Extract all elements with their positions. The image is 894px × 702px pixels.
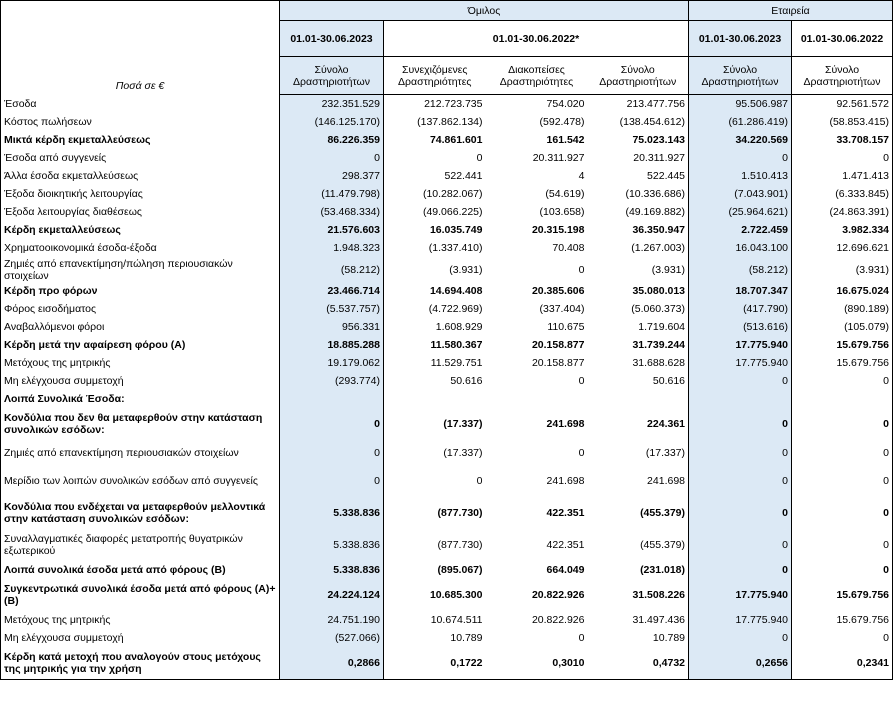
table-row [1, 529, 893, 561]
value-cell: 522.441 [444, 170, 483, 182]
value-cell: 224.361 [588, 408, 689, 440]
table-row [1, 203, 893, 221]
value-cell: 10.685.300 [429, 589, 483, 601]
value-cell: 31.497.436 [588, 611, 689, 629]
table-row [1, 300, 893, 318]
row-label: Φόρος εισοδήματος [1, 300, 280, 318]
value-cell: 20.311.927 [532, 152, 585, 164]
value-cell: 0 [578, 632, 585, 644]
value-cell: 2.722.459 [689, 221, 792, 239]
value-cell: 1.719.604 [588, 318, 689, 336]
row-label: Μη ελέγχουσα συμμετοχή [1, 372, 280, 390]
value-cell: 241.698 [546, 418, 585, 430]
row-label: Έσοδα από συγγενείς [1, 149, 280, 167]
value-cell: 1.608.929 [435, 321, 483, 333]
value-cell: 0 [792, 408, 893, 440]
value-cell: 20.158.877 [531, 357, 585, 369]
amounts-label: Ποσά σε € [115, 79, 165, 92]
value-cell: (527.066) [280, 629, 384, 647]
value-cell: (17.337) [588, 440, 689, 465]
table-row [1, 390, 893, 408]
col-company-2022: Σύνολο Δραστηριοτήτων [792, 57, 893, 95]
value-cell: 0,2656 [689, 647, 792, 680]
value-cell: 0 [280, 408, 384, 440]
value-cell: 21.576.603 [280, 221, 384, 239]
value-cell: (455.379) [588, 529, 689, 561]
row-label: Έξοδα διοικητικής λειτουργίας [1, 185, 280, 203]
value-cell: 92.561.572 [792, 95, 893, 114]
value-cell: 17.775.940 [689, 579, 792, 611]
value-cell: 422.351 [546, 539, 585, 551]
table-row [1, 318, 893, 336]
value-cell [486, 390, 588, 408]
value-cell: (1.267.003) [588, 239, 689, 257]
value-cell: (103.658) [539, 206, 585, 218]
value-cell: (5.537.757) [280, 300, 384, 318]
value-cell: 0 [689, 529, 792, 561]
value-cell: (417.790) [689, 300, 792, 318]
value-cell: (17.337) [443, 418, 483, 430]
value-cell: 0 [578, 446, 585, 459]
value-cell: 15.679.756 [792, 354, 893, 372]
value-cell: 15.679.756 [792, 579, 893, 611]
value-cell: (58.212) [689, 257, 792, 282]
value-cell: (53.468.334) [280, 203, 384, 221]
value-cell: 212.723.735 [424, 98, 483, 110]
value-cell: 0 [476, 152, 483, 164]
value-cell: 0 [792, 529, 893, 561]
value-cell: 17.775.940 [689, 354, 792, 372]
value-cell: 0 [280, 440, 384, 465]
value-cell: 0 [792, 372, 893, 390]
value-cell: (455.379) [588, 497, 689, 529]
value-cell: 1.510.413 [689, 167, 792, 185]
value-cell: (58.853.415) [792, 113, 893, 131]
value-cell: 15.679.756 [792, 611, 893, 629]
value-cell: (231.018) [588, 561, 689, 579]
value-cell: 0 [689, 629, 792, 647]
value-cell: (5.060.373) [588, 300, 689, 318]
value-cell: 16.043.100 [689, 239, 792, 257]
group-header: Όμιλος [280, 1, 689, 21]
value-cell: 17.775.940 [689, 336, 792, 354]
value-cell: 241.698 [588, 465, 689, 497]
value-cell: (890.189) [792, 300, 893, 318]
value-cell: 161.542 [546, 134, 585, 146]
table-row [1, 354, 893, 372]
value-cell: 0 [792, 465, 893, 497]
value-cell: 10.789 [588, 629, 689, 647]
value-cell: 241.698 [546, 475, 585, 487]
value-cell: 34.220.569 [689, 131, 792, 149]
col-discontinued-2022: Διακοπείσες Δραστηριότητες [486, 57, 588, 95]
value-cell: (877.730) [437, 507, 483, 519]
col-company-2023: Σύνολο Δραστηριοτήτων [689, 57, 792, 95]
value-cell: (54.619) [545, 188, 585, 200]
value-cell: 24.224.124 [280, 579, 384, 611]
value-cell: 33.708.157 [792, 131, 893, 149]
row-label: Μικτά κέρδη εκμεταλλεύσεως [1, 131, 280, 149]
value-cell: 74.861.601 [429, 134, 483, 146]
value-cell: (337.404) [539, 303, 585, 315]
table-row [1, 131, 893, 149]
row-label: Αναβαλλόμενοι φόροι [1, 318, 280, 336]
value-cell: 754.020 [546, 98, 585, 110]
table-row [1, 95, 893, 114]
value-cell: 0,2866 [280, 647, 384, 680]
value-cell: (11.479.798) [280, 185, 384, 203]
value-cell: 75.023.143 [588, 131, 689, 149]
row-label: Συναλλαγματικές διαφορές μετατροπής θυγατρικών εξωτερικού [1, 529, 280, 561]
table-row [1, 113, 893, 131]
value-cell: 956.331 [280, 318, 384, 336]
value-cell: 12.696.621 [792, 239, 893, 257]
value-cell: (137.862.134) [417, 116, 483, 128]
value-cell: 31.688.628 [588, 354, 689, 372]
value-cell [588, 390, 689, 408]
value-cell: 0,1722 [384, 647, 486, 680]
value-cell: (513.616) [689, 318, 792, 336]
value-cell: 10.789 [450, 632, 483, 644]
value-cell: 213.477.756 [588, 95, 689, 114]
table-row [1, 372, 893, 390]
value-cell: 0 [792, 561, 893, 579]
value-cell: 0,3010 [486, 647, 588, 680]
value-cell: (3.931) [792, 257, 893, 282]
row-label: Ζημιές από επανεκτίμηση/πώληση περιουσιακών στοιχείων [1, 257, 280, 282]
value-cell: 0 [689, 561, 792, 579]
row-label: Ζημιές από επανεκτίμηση περιουσιακών στοιχείων [1, 440, 280, 465]
period-2023-group: 01.01-30.06.2023 [280, 21, 384, 57]
value-cell: (49.066.225) [422, 206, 483, 218]
value-cell: (17.337) [443, 446, 483, 459]
value-cell: 86.226.359 [280, 131, 384, 149]
value-cell: 20.158.877 [531, 339, 585, 351]
row-label: Κόστος πωλήσεων [1, 113, 280, 131]
value-cell: 110.675 [547, 321, 585, 333]
value-cell: 232.351.529 [280, 95, 384, 114]
table-row [1, 257, 893, 282]
value-cell: 20.822.926 [531, 589, 585, 601]
table-row [1, 629, 893, 647]
value-cell: (1.337.410) [428, 242, 483, 254]
value-cell: 0 [689, 440, 792, 465]
value-cell: 31.739.244 [588, 336, 689, 354]
value-cell: 0 [689, 465, 792, 497]
value-cell: 16.035.749 [429, 224, 483, 236]
value-cell: 0 [689, 149, 792, 167]
value-cell: 0 [689, 408, 792, 440]
value-cell: 0 [792, 149, 893, 167]
table-row [1, 561, 893, 579]
value-cell [384, 390, 486, 408]
value-cell: 0 [280, 465, 384, 497]
period-2022-company: 01.01-30.06.2022 [792, 21, 893, 57]
value-cell: (6.333.845) [792, 185, 893, 203]
value-cell: 1.471.413 [792, 167, 893, 185]
table-row [1, 167, 893, 185]
row-label: Κέρδη προ φόρων [1, 282, 280, 300]
value-cell: (138.454.612) [588, 113, 689, 131]
value-cell: 1.948.323 [280, 239, 384, 257]
value-cell: 5.338.836 [280, 561, 384, 579]
value-cell: 20.385.606 [531, 285, 585, 297]
row-label: Κέρδη μετά την αφαίρεση φόρου (Α) [1, 336, 280, 354]
value-cell: 0,2341 [792, 647, 893, 680]
table-row [1, 611, 893, 629]
value-cell: 0 [578, 263, 585, 276]
table-row [1, 239, 893, 257]
row-label: Κέρδη κατά μετοχή που αναλογούν στους μετόχους της μητρικής για την χρήση [1, 647, 280, 680]
value-cell: 17.775.940 [689, 611, 792, 629]
value-cell: 5.338.836 [280, 497, 384, 529]
value-cell: 23.466.714 [280, 282, 384, 300]
value-cell: 0 [689, 372, 792, 390]
value-cell: 20.315.198 [531, 224, 585, 236]
value-cell: 50.616 [450, 375, 483, 387]
value-cell: 20.311.927 [588, 149, 689, 167]
row-label: Έσοδα [1, 95, 280, 114]
row-label: Κέρδη εκμεταλλεύσεως [1, 221, 280, 239]
value-cell: 16.675.024 [792, 282, 893, 300]
value-cell: 11.529.751 [430, 357, 483, 369]
value-cell [792, 390, 893, 408]
value-cell: 0 [792, 440, 893, 465]
value-cell: 422.351 [546, 507, 585, 519]
value-cell: (10.336.686) [588, 185, 689, 203]
value-cell: (3.931) [449, 263, 483, 276]
value-cell: 18.707.347 [689, 282, 792, 300]
value-cell: (58.212) [280, 257, 384, 282]
value-cell: 95.506.987 [689, 95, 792, 114]
value-cell: (895.067) [437, 564, 483, 576]
value-cell: 522.445 [588, 167, 689, 185]
row-label: Μη ελέγχουσα συμμετοχή [1, 629, 280, 647]
table-row [1, 647, 893, 680]
col-total-2023: Σύνολο Δραστηριοτήτων [280, 57, 384, 95]
value-cell: 70.408 [552, 242, 585, 254]
value-cell: (25.964.621) [689, 203, 792, 221]
value-cell: 3.982.334 [792, 221, 893, 239]
row-label: Λοιπά Συνολικά Έσοδα: [1, 390, 280, 408]
table-row [1, 185, 893, 203]
value-cell: (24.863.391) [792, 203, 893, 221]
value-cell: (49.169.882) [588, 203, 689, 221]
row-label: Μερίδιο των λοιπών συνολικών εσόδων από συγγενείς [1, 465, 280, 497]
value-cell: 298.377 [280, 167, 384, 185]
row-label: Άλλα έσοδα εκμεταλλεύσεως [1, 167, 280, 185]
value-cell: 0 [792, 629, 893, 647]
value-cell: 19.179.062 [280, 354, 384, 372]
value-cell: 31.508.226 [588, 579, 689, 611]
value-cell: (146.125.170) [280, 113, 384, 131]
value-cell: (10.282.067) [422, 188, 483, 200]
value-cell: 0 [578, 375, 585, 387]
value-cell: 50.616 [588, 372, 689, 390]
value-cell: 4 [578, 170, 585, 182]
value-cell: 10.674.511 [430, 614, 483, 626]
value-cell: (293.774) [280, 372, 384, 390]
value-cell: 18.885.288 [280, 336, 384, 354]
value-cell: 15.679.756 [792, 336, 893, 354]
value-cell: 0,4732 [588, 647, 689, 680]
row-label: Κονδύλια που ενδέχεται να μεταφερθούν μελλοντικά στην κατάσταση συνολικών εσόδων: [1, 497, 280, 529]
value-cell [689, 390, 792, 408]
value-cell: 20.822.926 [531, 614, 585, 626]
row-label: Μετόχους της μητρικής [1, 611, 280, 629]
company-header: Εταιρεία [689, 1, 893, 21]
value-cell: (7.043.901) [689, 185, 792, 203]
table-row [1, 408, 893, 440]
value-cell: 35.080.013 [588, 282, 689, 300]
table-row [1, 497, 893, 529]
period-2022-group: 01.01-30.06.2022* [384, 21, 689, 57]
row-label: Λοιπά συνολικά έσοδα μετά από φόρους (Β) [1, 561, 280, 579]
value-cell: (3.931) [588, 257, 689, 282]
table-row [1, 465, 893, 497]
amounts-label-cell [1, 1, 280, 95]
value-cell: 36.350.947 [588, 221, 689, 239]
value-cell: 24.751.190 [280, 611, 384, 629]
row-label: Συγκεντρωτικά συνολικά έσοδα μετά από φόρους (Α)+(Β) [1, 579, 280, 611]
table-row [1, 282, 893, 300]
value-cell: (4.722.969) [428, 303, 483, 315]
period-2023-company: 01.01-30.06.2023 [689, 21, 792, 57]
table-row [1, 440, 893, 465]
row-label: Έξοδα λειτουργίας διαθέσεως [1, 203, 280, 221]
value-cell: 14.694.408 [429, 285, 483, 297]
row-label: Χρηματοοικονομικά έσοδα-έξοδα [1, 239, 280, 257]
table-row [1, 336, 893, 354]
value-cell: 664.049 [546, 564, 585, 576]
table-row [1, 579, 893, 611]
value-cell: 5.338.836 [280, 529, 384, 561]
value-cell: 0 [792, 497, 893, 529]
col-total-2022: Σύνολο Δραστηριοτήτων [588, 57, 689, 95]
col-continuing-2022: Συνεχιζόμενες Δραστηριότητες [384, 57, 486, 95]
row-label: Μετόχους της μητρικής [1, 354, 280, 372]
row-label: Κονδύλια που δεν θα μεταφερθούν στην κατάσταση συνολικών εσόδων: [1, 408, 280, 440]
table-row [1, 221, 893, 239]
value-cell: 0 [476, 475, 483, 487]
value-cell: (61.286.419) [689, 113, 792, 131]
value-cell: (105.079) [792, 318, 893, 336]
table-row [1, 149, 893, 167]
value-cell: (592.478) [539, 116, 585, 128]
value-cell: 0 [280, 149, 384, 167]
value-cell: (877.730) [437, 539, 483, 551]
value-cell: 0 [689, 497, 792, 529]
value-cell [280, 390, 384, 408]
value-cell: 11.580.367 [430, 339, 483, 351]
